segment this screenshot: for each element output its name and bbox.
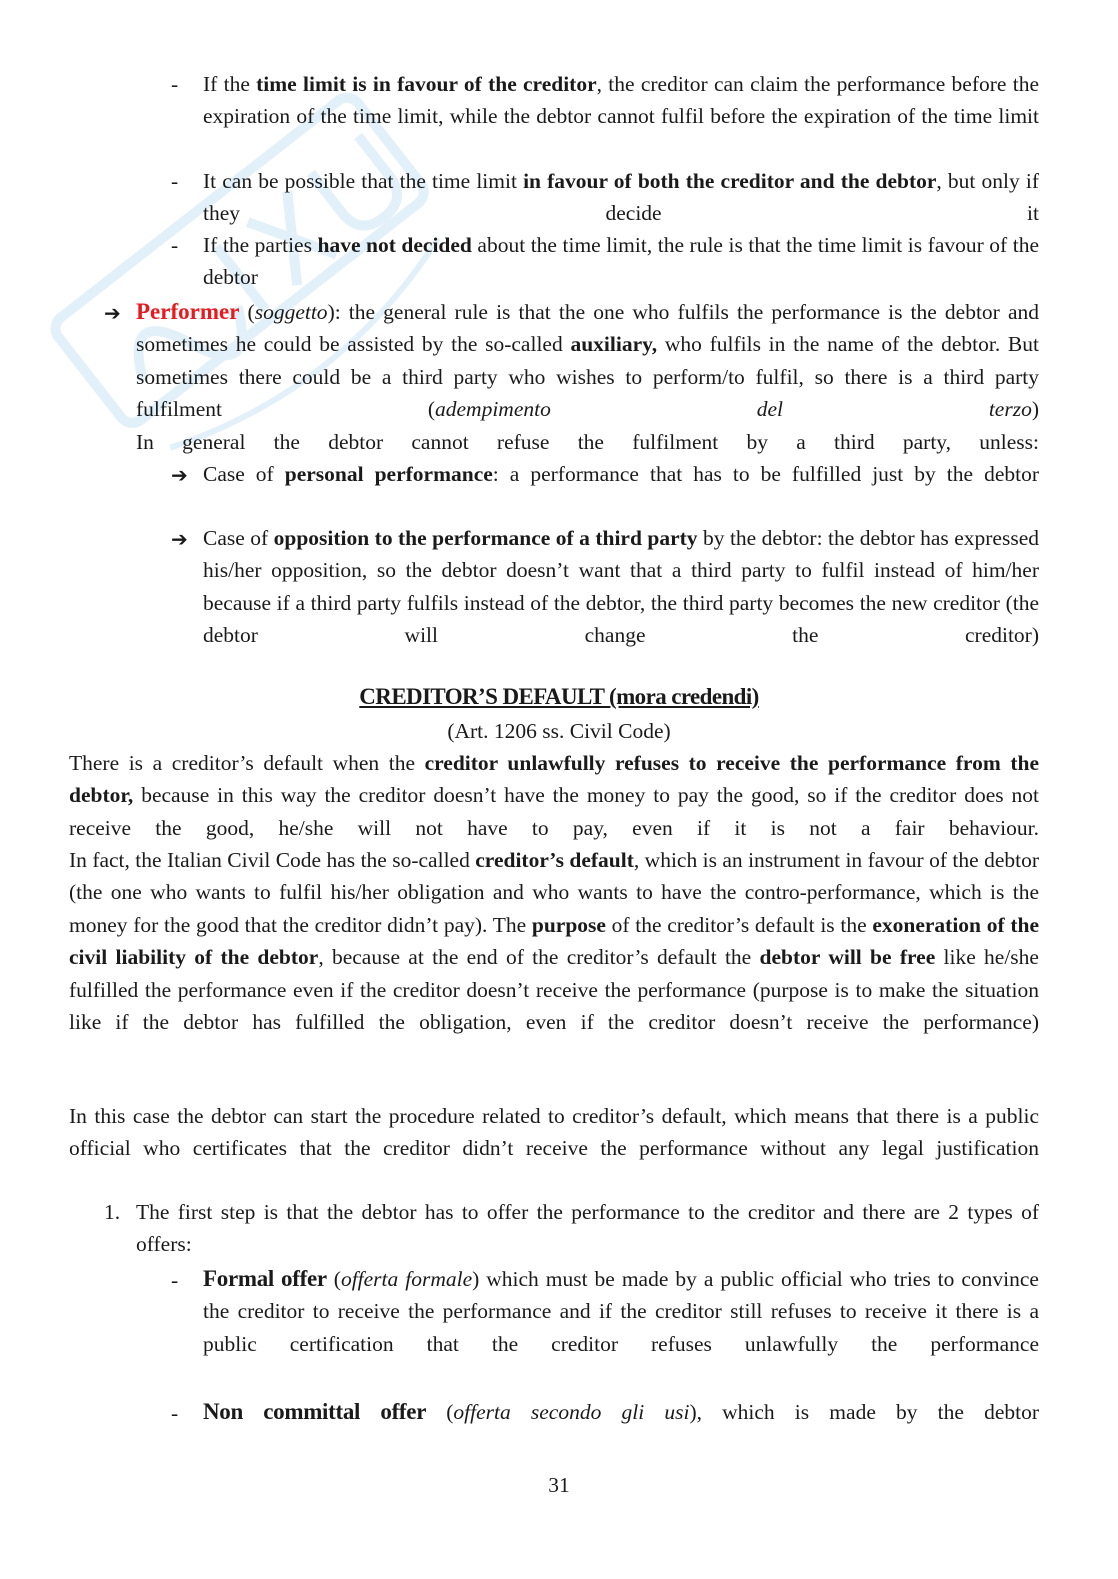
offer-non-committal: Non committal offer (offerta secondo gli usi), which is made by the debtor <box>203 1399 1039 1424</box>
paragraph-definition: There is a creditor’s default when the creditor unlawfully refuses to receive the performance from the debtor, because in this way the creditor doesn’t have the money to pay the good, so if the creditor does not receive the good, he/she will not have to pay, even if it is not a fair behaviour. <box>69 751 1039 840</box>
performer-paragraph: Performer (soggetto): the general rule is that the one who fulfils the performance is the debtor and sometimes he could be assisted by the so-called auxiliary, who fulfils in the name of the debtor. But sometimes there could be a third party who wishes to perform/to fulfil, so there is a third party fulfilment (adempimento del terzo) <box>136 299 1039 422</box>
arrow-icon: ➔ <box>171 527 188 551</box>
arrow-icon: ➔ <box>171 463 188 487</box>
offer-formal: Formal offer (offerta formale) which must be made by a public official who tries to convince the creditor to receive the performance and if the creditor still refuses to receive it there is a public certification that the creditor refuses unlawfully the performance <box>203 1266 1039 1356</box>
section-subtitle: (Art. 1206 ss. Civil Code) <box>447 719 671 743</box>
performer-general: In general the debtor cannot refuse the fulfilment by a third party, unless: <box>136 430 1039 454</box>
arrow-icon: ➔ <box>104 301 121 325</box>
bullet-time-limit-not-decided: If the parties have not decided about the time limit, the rule is that the time limit is favour of the debtor <box>203 233 1040 290</box>
section-title: CREDITOR’S DEFAULT (mora credendi) <box>359 684 759 709</box>
case-personal-performance: Case of personal performance: a performance that has to be fulfilled just by the debtor <box>203 462 1039 486</box>
bullet-dash: - <box>171 1401 179 1425</box>
performer-term: Performer <box>136 299 240 324</box>
bullet-time-limit-creditor: If the time limit is in favour of the creditor, the creditor can claim the performance before the expiration of the time limit, while the debtor cannot fulfil before the expiration of the time limit <box>203 72 1039 129</box>
paragraph-purpose: In fact, the Italian Civil Code has the so-called creditor’s default, which is an instrument in favour of the debtor (the one who wants to fulfil his/her obligation and who wants to have the contro-performance, which is the money for the good that the creditor didn’t pay). The purpose of the creditor’s default is the exoneration of the civil liability of the debtor, because at the end of the creditor’s default the debtor will be free like he/she fulfilled the performance even if the creditor doesn’t receive the performance (purpose is to make the situation like if the debtor has fulfilled the obligation, even if the creditor doesn’t receive the performance) <box>69 848 1040 1035</box>
bullet-dash: - <box>171 72 179 96</box>
bullet-dash: - <box>171 1268 179 1292</box>
case-opposition: Case of opposition to the performance of a third party by the debtor: the debtor has expressed his/her opposition, so the debtor doesn’t want that a third party to fulfil instead of him/her because if a third party fulfils instead of the debtor, the third party becomes the new creditor (the debtor will change the creditor) <box>203 526 1039 648</box>
bullet-time-limit-both: It can be possible that the time limit in favour of both the creditor and the debtor, but only if they decide it <box>203 169 1039 226</box>
bullet-dash: - <box>171 233 179 257</box>
page-number: 31 <box>548 1473 570 1497</box>
step-number: 1. <box>104 1200 121 1224</box>
step-first: The first step is that the debtor has to offer the performance to the creditor and there are 2 types of offers: <box>136 1200 1039 1257</box>
paragraph-procedure: In this case the debtor can start the procedure related to creditor’s default, which means that there is a public official who certificates that the creditor didn’t receive the performance without any legal justification <box>69 1104 1039 1161</box>
bullet-dash: - <box>171 169 179 193</box>
